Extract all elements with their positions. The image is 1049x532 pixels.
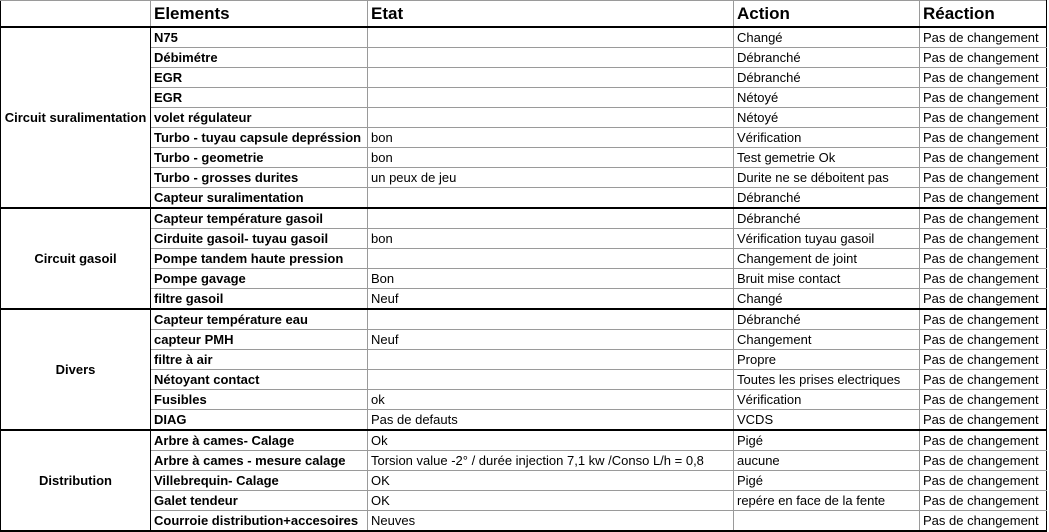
etat-cell[interactable]	[368, 108, 734, 128]
table-row	[1, 88, 1047, 108]
reaction-cell[interactable]: Pas de changement	[920, 88, 1047, 108]
element-cell[interactable]: N75	[151, 27, 368, 48]
header-elements[interactable]: Elements	[151, 1, 368, 28]
etat-cell[interactable]	[368, 27, 734, 48]
reaction-cell[interactable]: Pas de changement	[920, 289, 1047, 310]
action-cell[interactable]: Débranché	[734, 48, 920, 68]
action-cell[interactable]: Nétoyé	[734, 88, 920, 108]
element-cell[interactable]: Galet tendeur	[151, 491, 368, 511]
action-cell[interactable]: Toutes les prises electriques	[734, 370, 920, 390]
element-cell[interactable]: EGR	[151, 88, 368, 108]
etat-cell[interactable]: Neuves	[368, 511, 734, 532]
etat-cell[interactable]	[368, 370, 734, 390]
action-cell[interactable]: aucune	[734, 451, 920, 471]
element-cell[interactable]: capteur PMH	[151, 330, 368, 350]
reaction-cell[interactable]: Pas de changement	[920, 128, 1047, 148]
etat-cell[interactable]: Neuf	[368, 330, 734, 350]
etat-cell[interactable]	[368, 88, 734, 108]
element-cell[interactable]: Nétoyant contact	[151, 370, 368, 390]
element-cell[interactable]: Pompe gavage	[151, 269, 368, 289]
etat-cell[interactable]: Pas de defauts	[368, 410, 734, 431]
element-cell[interactable]: Capteur suralimentation	[151, 188, 368, 209]
element-cell[interactable]: Fusibles	[151, 390, 368, 410]
table-row	[1, 430, 1047, 451]
action-cell[interactable]: Durite ne se déboitent pas	[734, 168, 920, 188]
etat-cell[interactable]: Torsion value -2° / durée injection 7,1 kw /Conso L/h = 0,8	[368, 451, 734, 471]
header-etat[interactable]: Etat	[368, 1, 734, 28]
element-cell[interactable]: Turbo - grosses durites	[151, 168, 368, 188]
table-row	[1, 471, 1047, 491]
element-cell[interactable]: Capteur température eau	[151, 309, 368, 330]
table-row	[1, 208, 1047, 229]
reaction-cell[interactable]: Pas de changement	[920, 208, 1047, 229]
action-cell[interactable]	[734, 511, 920, 532]
reaction-cell[interactable]: Pas de changement	[920, 410, 1047, 431]
reaction-cell[interactable]: Pas de changement	[920, 108, 1047, 128]
element-cell[interactable]: Débimétre	[151, 48, 368, 68]
element-cell[interactable]: Capteur température gasoil	[151, 208, 368, 229]
element-cell[interactable]: EGR	[151, 68, 368, 88]
table-row	[1, 350, 1047, 370]
etat-cell[interactable]: ok	[368, 390, 734, 410]
table-row	[1, 249, 1047, 269]
reaction-cell[interactable]: Pas de changement	[920, 249, 1047, 269]
action-cell[interactable]: Débranché	[734, 188, 920, 209]
table-row	[1, 451, 1047, 471]
header-action[interactable]: Action	[734, 1, 920, 28]
element-cell[interactable]: Arbre à cames- Calage	[151, 430, 368, 451]
table-row	[1, 27, 1047, 48]
etat-cell[interactable]	[368, 208, 734, 229]
table-row	[1, 168, 1047, 188]
element-cell[interactable]: DIAG	[151, 410, 368, 431]
reaction-cell[interactable]: Pas de changement	[920, 27, 1047, 48]
element-cell[interactable]: filtre gasoil	[151, 289, 368, 310]
etat-cell[interactable]	[368, 48, 734, 68]
table-row	[1, 48, 1047, 68]
reaction-cell[interactable]: Pas de changement	[920, 390, 1047, 410]
action-cell[interactable]: Débranché	[734, 208, 920, 229]
element-cell[interactable]: Turbo - tuyau capsule depréssion	[151, 128, 368, 148]
action-cell[interactable]: Changement de joint	[734, 249, 920, 269]
table-row	[1, 68, 1047, 88]
action-cell[interactable]: Changement	[734, 330, 920, 350]
reaction-cell[interactable]: Pas de changement	[920, 168, 1047, 188]
header-row	[1, 1, 1047, 28]
element-cell[interactable]: Pompe tandem haute pression	[151, 249, 368, 269]
group-label-cell[interactable]: Distribution	[1, 430, 151, 531]
reaction-cell[interactable]: Pas de changement	[920, 370, 1047, 390]
element-cell[interactable]: Cirduite gasoil- tuyau gasoil	[151, 229, 368, 249]
action-cell[interactable]: Propre	[734, 350, 920, 370]
reaction-cell[interactable]: Pas de changement	[920, 229, 1047, 249]
action-cell[interactable]: Débranché	[734, 309, 920, 330]
reaction-cell[interactable]: Pas de changement	[920, 68, 1047, 88]
table-row	[1, 370, 1047, 390]
table-row	[1, 309, 1047, 330]
table-row	[1, 289, 1047, 310]
table-row	[1, 108, 1047, 128]
element-cell[interactable]: Turbo - geometrie	[151, 148, 368, 168]
element-cell[interactable]: Villebrequin- Calage	[151, 471, 368, 491]
reaction-cell[interactable]: Pas de changement	[920, 330, 1047, 350]
action-cell[interactable]: Débranché	[734, 68, 920, 88]
etat-cell[interactable]	[368, 249, 734, 269]
element-cell[interactable]: Courroie distribution+accesoires	[151, 511, 368, 532]
reaction-cell[interactable]: Pas de changement	[920, 48, 1047, 68]
etat-cell[interactable]	[368, 350, 734, 370]
table-row	[1, 148, 1047, 168]
reaction-cell[interactable]: Pas de changement	[920, 491, 1047, 511]
action-cell[interactable]: Bruit mise contact	[734, 269, 920, 289]
reaction-cell[interactable]: Pas de changement	[920, 471, 1047, 491]
reaction-cell[interactable]: Pas de changement	[920, 350, 1047, 370]
reaction-cell[interactable]: Pas de changement	[920, 269, 1047, 289]
element-cell[interactable]: filtre à air	[151, 350, 368, 370]
reaction-cell[interactable]: Pas de changement	[920, 451, 1047, 471]
group-label-cell[interactable]: Circuit gasoil	[1, 208, 151, 309]
header-reaction[interactable]: Réaction	[920, 1, 1047, 28]
etat-cell[interactable]: OK	[368, 471, 734, 491]
group-label-cell[interactable]: Divers	[1, 309, 151, 430]
table-row	[1, 511, 1047, 532]
action-cell[interactable]: Nétoyé	[734, 108, 920, 128]
table-row	[1, 330, 1047, 350]
reaction-cell[interactable]: Pas de changement	[920, 309, 1047, 330]
action-cell[interactable]: Changé	[734, 27, 920, 48]
action-cell[interactable]: Pigé	[734, 430, 920, 451]
reaction-cell[interactable]: Pas de changement	[920, 511, 1047, 532]
table-row	[1, 390, 1047, 410]
etat-cell[interactable]: Bon	[368, 269, 734, 289]
etat-cell[interactable]: bon	[368, 128, 734, 148]
action-cell[interactable]: Test gemetrie Ok	[734, 148, 920, 168]
etat-cell[interactable]: OK	[368, 491, 734, 511]
table-row	[1, 269, 1047, 289]
etat-cell[interactable]	[368, 188, 734, 209]
action-cell[interactable]: Vérification	[734, 390, 920, 410]
action-cell[interactable]: VCDS	[734, 410, 920, 431]
reaction-cell[interactable]: Pas de changement	[920, 430, 1047, 451]
action-cell[interactable]: Pigé	[734, 471, 920, 491]
action-cell[interactable]: Vérification	[734, 128, 920, 148]
table-row	[1, 491, 1047, 511]
table-row	[1, 410, 1047, 431]
etat-cell[interactable]	[368, 68, 734, 88]
header-group-cell[interactable]	[1, 1, 151, 28]
table-row	[1, 188, 1047, 209]
action-cell[interactable]: Changé	[734, 289, 920, 310]
action-cell[interactable]: Vérification tuyau gasoil	[734, 229, 920, 249]
etat-cell[interactable]: bon	[368, 148, 734, 168]
etat-cell[interactable]: Neuf	[368, 289, 734, 310]
reaction-cell[interactable]: Pas de changement	[920, 188, 1047, 209]
etat-cell[interactable]: Ok	[368, 430, 734, 451]
etat-cell[interactable]	[368, 309, 734, 330]
table-row	[1, 128, 1047, 148]
action-cell[interactable]: repére en face de la fente	[734, 491, 920, 511]
etat-cell[interactable]: bon	[368, 229, 734, 249]
element-cell[interactable]: Arbre à cames - mesure calage	[151, 451, 368, 471]
group-label-cell[interactable]: Circuit suralimentation	[1, 27, 151, 208]
table-row	[1, 229, 1047, 249]
table-body	[1, 27, 1047, 531]
reaction-cell[interactable]: Pas de changement	[920, 148, 1047, 168]
element-cell[interactable]: volet régulateur	[151, 108, 368, 128]
etat-cell[interactable]: un peux de jeu	[368, 168, 734, 188]
